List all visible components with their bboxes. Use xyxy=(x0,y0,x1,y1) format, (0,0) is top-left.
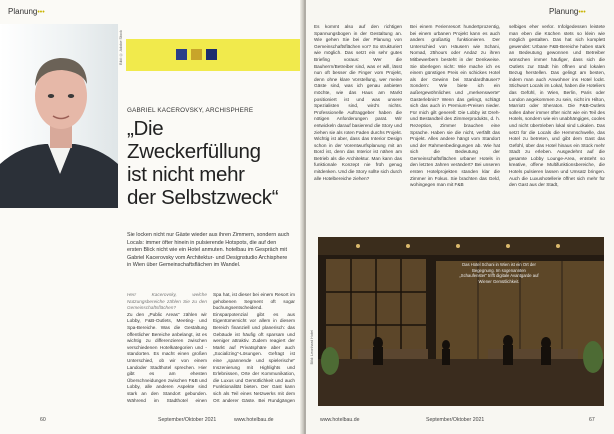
photo-credit: Bild: © Adobe Stock xyxy=(119,30,123,65)
decorative-squares xyxy=(176,49,217,60)
footer-url-left: www.hotelbau.de xyxy=(234,417,274,423)
section-dots: ••• xyxy=(37,9,45,16)
lead-paragraph: Sie locken nicht nur Gäste wieder aus ihren Zimmern, sondern auch Locals: immer öfter hinein in pulsierende Hotspots, die auf den ersten Blick nicht wie ein Hotel anmuten. hotelbau im Gespräch mit Gabriel Kacerovsky vom Architektur- und Designstudio Archisphere in Wien über Gemeinschaftsflächen im Wandel. xyxy=(127,232,290,269)
section-dots-right: ••• xyxy=(578,9,586,16)
footer-date-left: September/Oktober 2021 xyxy=(158,417,217,423)
article-column-1 xyxy=(127,292,207,404)
section-label: Planung••• xyxy=(8,7,45,16)
article-column-r3: selbiges eher verlor. Infolgedessen leistete man eben die Küchen stets so klein wie möglich gestalten. Das hat sich komplett gewendet: Urbane F&B-Bereiche haben stark an Bedeutung gewonnen und Betreiber wünschen immer häufiger, dass sich die Outlets zur Stadt hin öffnen und lokalen Bezug herstellen. Das gelingt am besten, indem man auch Anwohner ins Hotel lockt. Stichwort Locals im Lokal, haben die Hoteliers das Gefühl, in Wien, Berlin, Paris oder London angekommen zu sein, nicht im Hilton, Marriott oder Sheraton. Die F&B-Outlets sollen daher immer öfter nicht wie ein Teil des Hotels, sondern wie ein unabhängiges, cooles und nicht übertrieben lokal sind Lokalen. Das setzt für die Locals die Hemmschwelle, das Hotel zu betreten, und gibt dem Gast das Gefühl, über das Hotel hinaus ein Stück mehr Stadt zu erleben. Ausgedehnt auf die gesamte Lobby Lounge-Area, entsteht so kreative, offene Multifunktionsbereiche, die Hotels pulsieren lassen und Umsatz bringen. Auch die Luxushotellerie öffnet sich mehr für den Gast aus der Stadt, xyxy=(509,24,605,188)
headline xyxy=(127,117,300,209)
footer-date-right: September/Oktober 2021 xyxy=(426,417,485,423)
interview-answer: Zu den „Public Areas“ zählen wir Lobby, F&B-Outlets, Meeting- und Spa-Bereiche. Was die Gestaltung öffentlicher Bereiche anbelangt, ist es wichtig zu differenzieren zwischen verschiedenen Hotelkategorien und -standorten. Es macht einen großen Unterschied, ob wir von einem Landoder Stadthotel sprechen. Hier gibt es am ehesten Überschneidungen zwischen F&B und Lobby, alle anderen Aspekte sind stark an den Standort gebunden. Während im Stadthotel einen xyxy=(127,311,207,403)
section-label-right: Planung••• xyxy=(549,7,586,16)
headline-line-1: „Die Zweckerfüllung xyxy=(127,117,261,163)
article-column-2: Spa hat, ist dieser bei einem Resort im gehobenen Segment oft sogar buchungsentscheidend. Einsparpotenzial gibt es aus Eigentümersicht vor allem in diesem Bereich finanziell und planerisch: das Gebäude ist häufig oft sparsam und weniger attraktiv. Zudem reagiert der Markt auf Privatsphäre aber auch „Socializing“-Lösungen. Gefragt ist eine „spannende und spielerische“ Inszenierung mit Highlights und Erlebnissen, Orte der Kommunikation, die Luxus und Gemütlichkeit und auch Funktionalität bieten. Der Gast kann sich als Teil eines Netzwerks mit dem Ort anderer Gäste. Bei Rundgängen xyxy=(213,292,295,403)
right-page xyxy=(306,0,614,434)
interview-question: Herr Kacerovsky, welche Nutzungsbereiche zählen Sie zu den Gemeinschaftsflächen? xyxy=(127,292,207,311)
gold-square xyxy=(191,49,202,60)
article-column-r1: Es kommt also auf den richtigen Spannungsbogen in der Gestaltung an. Wie gehen Sie bei der Planung von Gemeinschaftsflächen vor? So strukturiert wie möglich. Das setzt ein sehr gutes Briefing voraus: Wer die Bauherrn/Betreiber sind, was er will, lässt nun oft besser die Finger vom Projekt, denn ohne klare Vorstellung, wer meine Gäste sind, was ich genau anbieten möchte, wie das Haus am Markt positioniert ist und was unsere Spezialisten sind, wird's nichts. Professionelle Auftraggeber haben die nötigen Anforderungen parat. Wir entwickeln darauf basierend die Story und ziehen sie als roten Faden durchs Projekt. Wichtig ist aber, dass das Interior Design schon in der Vorentwurfsplanung mit an Bord ist, denn das Interior ist nähen am Betrieb als die Architektur. Man kann das funktionale Konzept nie früh genug mitdenken. Und die Story sollte sich durch alle Hotelbereiche ziehen? xyxy=(314,24,402,181)
footer-url-right: www.hotelbau.de xyxy=(320,417,360,423)
blue-square xyxy=(176,49,187,60)
page-number-right: 67 xyxy=(589,417,595,423)
photo-caption: Das Hotel Schani in Wien ist ein Ort der Begegnung. Im sogenannten „Schaufenster“ trifft digitale Avantgarde auf Wiener Gemütlichkeit. xyxy=(459,262,539,284)
headline-line-3: der Selbstzweck“ xyxy=(127,186,279,209)
navy-square xyxy=(206,49,217,60)
portrait-photo xyxy=(0,24,118,208)
article-column-r2: Bei einem Ferienresort hundertprozentig, bei einem urbanen Projekt kann es auch anders großartig funktionieren. Der Unterschied von Häusern wie Schani, Nomad, 25hours oder Andaz zu ihren Mitbewerbern besteht in der Denkweise. Sie überlegen nicht: Wie mache ich es einem günstigen Preis ein schickes Hotel als der Gewinn bei Standardhäuser? Sondern: Wie biete ich ein außergewöhnliches und „merkenswerte“ Gasterlebnis? Wenn das gelingt, schlägt sich das auch in Premium-Preisen nieder. Für mich gilt generell: Die Lobby ist Dreh- und Bestandteil des Zimmerprodukts, d. h. Rezeption, Zimmer brauchen eine Sprache. Haben sie die nicht, verfällt das Projekt. Alles andere hängt vom Standort und der Rahmenbedingungen ab. Wie hat sich die Bedeutung der Gemeinschaftsflächen urbaner Hotels in den letzten Jahren verändert? Bei unseren ersten Hotelprojekten standen klar die Zimmer im Fokus. Sie brachten das Geld, wohingegen man mit F&B xyxy=(410,24,500,188)
photo-credit-right: Bild: Leonhard Hotel xyxy=(310,330,314,365)
portrait-illustration xyxy=(0,24,118,208)
headline-line-2: ist nicht mehr xyxy=(127,163,245,186)
interviewee-kicker: GABRIEL KACEROVSKY, ARCHISPHERE xyxy=(127,107,254,114)
left-page xyxy=(0,0,303,434)
page-number-left: 60 xyxy=(40,417,46,423)
